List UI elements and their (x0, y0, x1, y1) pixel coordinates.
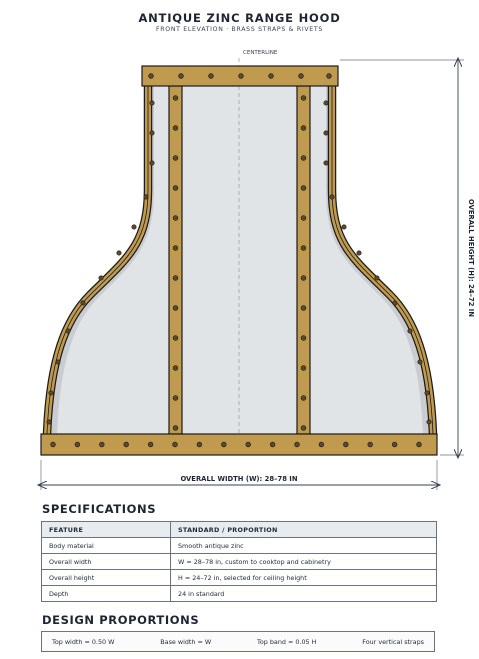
rivet (324, 131, 328, 135)
rivet (295, 442, 300, 447)
rivet (124, 442, 129, 447)
rivet (417, 442, 422, 447)
table-row (42, 538, 437, 554)
feature-cell: Depth (42, 586, 171, 602)
rivet (56, 360, 60, 364)
rivet (418, 360, 422, 364)
rivet (51, 442, 56, 447)
rivet (342, 225, 346, 229)
rivet (47, 420, 51, 424)
column-header-standard: STANDARD / PROPORTION (171, 522, 437, 538)
proportion-base-width: Base width = W (160, 637, 212, 646)
rivet (173, 216, 178, 221)
table-row (42, 570, 437, 586)
feature-cell: Overall width (42, 554, 171, 570)
rivet (66, 329, 70, 333)
proportion-straps: Four vertical straps (362, 637, 424, 646)
rivet (301, 336, 306, 341)
rivet (408, 329, 412, 333)
rivet (150, 161, 154, 165)
rivet (173, 126, 178, 131)
table-header-row (42, 522, 437, 538)
rivet (301, 306, 306, 311)
rivet (173, 276, 178, 281)
rivet (299, 74, 304, 79)
rivet (173, 186, 178, 191)
rivet (269, 74, 274, 79)
rivet (209, 74, 214, 79)
rivet (324, 161, 328, 165)
rivet (301, 366, 306, 371)
height-dim-label: OVERALL HEIGHT (H): 24–72 IN (467, 198, 475, 318)
rivet (179, 74, 184, 79)
width-dim-label: OVERALL WIDTH (W): 28–78 IN (180, 475, 298, 483)
feature-cell: Overall height (42, 570, 171, 586)
rivet (75, 442, 80, 447)
feature-cell: Body material (42, 538, 171, 554)
standard-cell: 24 in standard (171, 586, 437, 602)
proportion-top-width: Top width = 0.50 W (52, 637, 115, 646)
page-title: ANTIQUE ZINC RANGE HOOD (138, 11, 341, 25)
rivet (144, 195, 148, 199)
rivet (324, 101, 328, 105)
rivet (173, 396, 178, 401)
table-row (42, 554, 437, 570)
rivet (330, 195, 334, 199)
rivet (425, 391, 429, 395)
page-subtitle: FRONT ELEVATION · BRASS STRAPS & RIVETS (156, 26, 323, 33)
rivet (368, 442, 373, 447)
left-inner-strap (169, 86, 182, 434)
standard-cell: Smooth antique zinc (171, 538, 437, 554)
column-header-feature: FEATURE (42, 522, 171, 538)
specifications-title: SPECIFICATIONS (42, 502, 157, 516)
rivet (150, 131, 154, 135)
rivet (270, 442, 275, 447)
rivet (173, 426, 178, 431)
rivet (319, 442, 324, 447)
rivet (148, 442, 153, 447)
rivet (49, 391, 53, 395)
rivet (393, 301, 397, 305)
rivet (246, 442, 251, 447)
rivet (99, 442, 104, 447)
hood-body (47, 86, 433, 434)
specifications-table (41, 521, 437, 602)
rivet (197, 442, 202, 447)
rivet (301, 126, 306, 131)
rivet (99, 276, 103, 280)
rivet (301, 396, 306, 401)
rivet (301, 186, 306, 191)
proportion-top-band: Top band = 0.05 H (257, 637, 317, 646)
right-inner-strap (297, 86, 310, 434)
rivet (357, 251, 361, 255)
rivet (301, 426, 306, 431)
rivet (392, 442, 397, 447)
rivet (221, 442, 226, 447)
rivet (150, 101, 154, 105)
rivet (301, 156, 306, 161)
rivet (173, 442, 178, 447)
rivet (301, 96, 306, 101)
rivet (173, 336, 178, 341)
rivet (173, 156, 178, 161)
standard-cell: H = 24–72 in, selected for ceiling height (171, 570, 437, 586)
table-row (42, 586, 437, 602)
rivet (239, 74, 244, 79)
rivet (117, 251, 121, 255)
rivet (149, 74, 154, 79)
centerline-label: CENTERLINE (243, 50, 278, 56)
rivet (301, 216, 306, 221)
rivet (173, 246, 178, 251)
rivet (132, 225, 136, 229)
rivet (327, 74, 332, 79)
rivet (81, 301, 85, 305)
rivet (173, 96, 178, 101)
rivet (173, 366, 178, 371)
rivet (343, 442, 348, 447)
rivet (173, 306, 178, 311)
design-proportions-title: DESIGN PROPORTIONS (42, 613, 200, 627)
design-proportions-box (41, 631, 435, 652)
rivet (427, 420, 431, 424)
rivet (301, 246, 306, 251)
standard-cell: W = 28–78 in, custom to cooktop and cabinetry (171, 554, 437, 570)
rivet (375, 276, 379, 280)
rivet (301, 276, 306, 281)
